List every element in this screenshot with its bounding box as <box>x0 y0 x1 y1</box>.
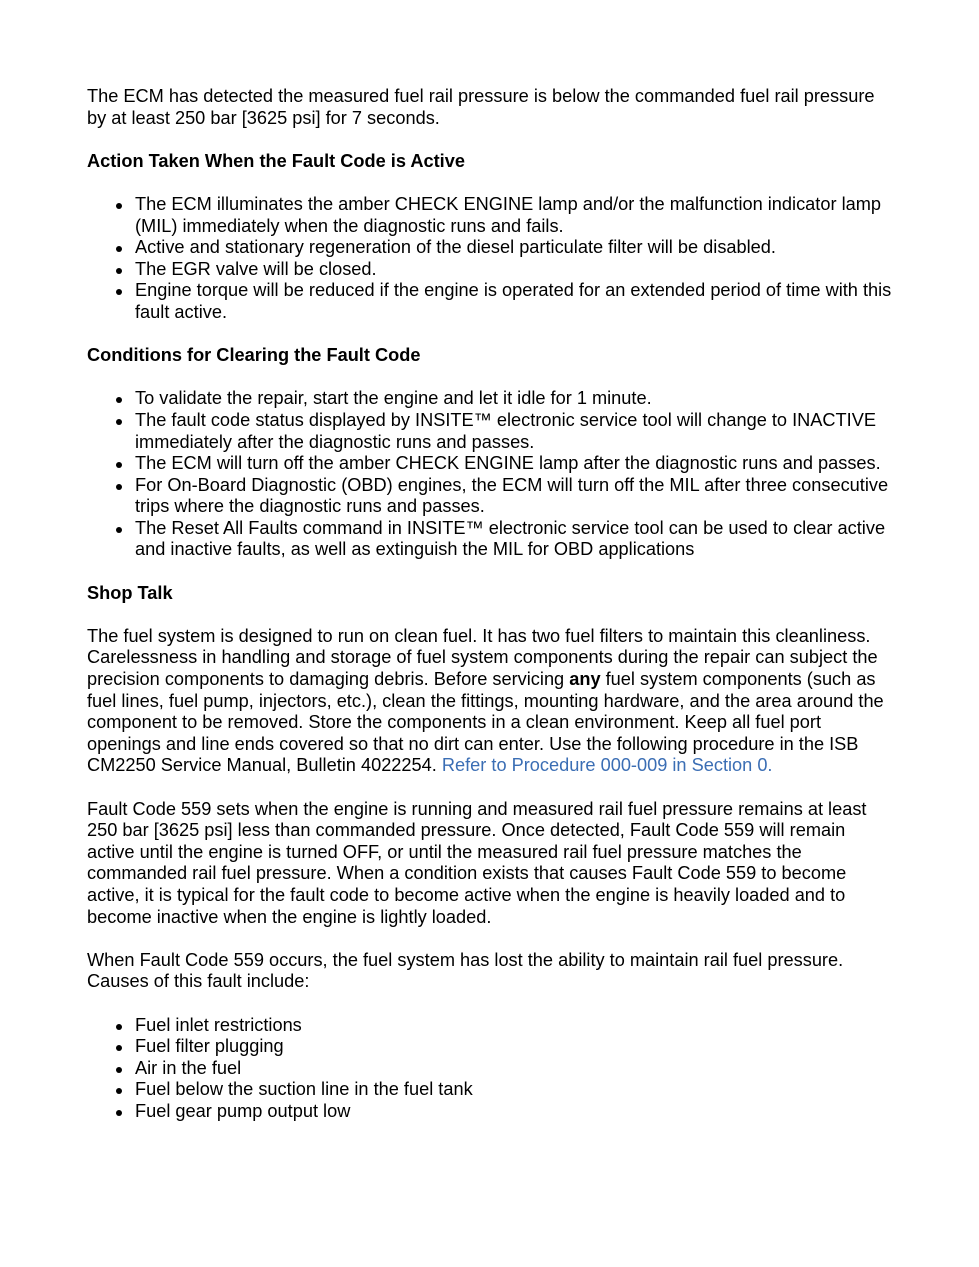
para-text: fuel system components (such as fuel lines, fuel pump, injectors, etc.), clean the fittings, mounting hardware, and the area around the component to be removed. Store the components in a clean environment. Keep all fuel port openings and line ends covered so that no dirt can enter. Use the following procedure in the ISB CM2250 Service Manual, Bulletin 4022254. <box>87 669 884 776</box>
clearing-list <box>87 388 897 561</box>
list-item: Air in the fuel <box>135 1058 897 1080</box>
clearing-heading: Conditions for Clearing the Fault Code <box>87 345 421 366</box>
procedure-link[interactable]: Refer to Procedure 000-009 in Section 0. <box>441 755 773 776</box>
list-item: Fuel below the suction line in the fuel tank <box>135 1079 897 1101</box>
list-item: For On-Board Diagnostic (OBD) engines, the ECM will turn off the MIL after three consecutive trips where the diagnostic runs and passes. <box>135 475 897 518</box>
emphasis-any: any <box>569 669 601 690</box>
list-item: The ECM illuminates the amber CHECK ENGINE lamp and/or the malfunction indicator lamp (MIL) immediately when the diagnostic runs and fails. <box>135 194 897 237</box>
shop-talk-heading: Shop Talk <box>87 582 173 603</box>
document-page <box>87 86 897 1144</box>
shop-talk-paragraph-1 <box>87 626 897 777</box>
list-item: The Reset All Faults command in INSITE™ electronic service tool can be used to clear active and inactive faults, as well as extinguish the MIL for OBD applications <box>135 518 897 561</box>
shop-talk-paragraph-2: Fault Code 559 sets when the engine is running and measured rail fuel pressure remains at least 250 bar [3625 psi] less than commanded pressure. Once detected, Fault Code 559 will remain active until the engine is turned OFF, or until the measured rail fuel pressure matches the commanded rail fuel pressure. When a condition exists that causes Fault Code 559 to become active, it is typical for the fault code to become active when the engine is heavily loaded and to become inactive when the engine is lightly loaded. <box>87 798 867 927</box>
list-item: Active and stationary regeneration of the diesel particulate filter will be disabled. <box>135 237 897 259</box>
list-item: Fuel gear pump output low <box>135 1101 897 1123</box>
list-item: To validate the repair, start the engine and let it idle for 1 minute. <box>135 388 897 410</box>
list-item: The EGR valve will be closed. <box>135 259 897 281</box>
causes-list <box>87 1015 897 1123</box>
action-heading: Action Taken When the Fault Code is Active <box>87 150 465 171</box>
action-list <box>87 194 897 324</box>
list-item: Fuel filter plugging <box>135 1036 897 1058</box>
shop-talk-paragraph-3: When Fault Code 559 occurs, the fuel system has lost the ability to maintain rail fuel pressure. Causes of this fault include: <box>87 949 844 992</box>
list-item: Fuel inlet restrictions <box>135 1015 897 1037</box>
intro-paragraph: The ECM has detected the measured fuel rail pressure is below the commanded fuel rail pressure by at least 250 bar [3625 psi] for 7 seconds. <box>87 86 875 128</box>
list-item: The fault code status displayed by INSITE™ electronic service tool will change to INACTIVE immediately after the diagnostic runs and passes. <box>135 410 897 453</box>
list-item: The ECM will turn off the amber CHECK ENGINE lamp after the diagnostic runs and passes. <box>135 453 897 475</box>
list-item: Engine torque will be reduced if the engine is operated for an extended period of time with this fault active. <box>135 280 897 323</box>
para-text: The fuel system is designed to run on clean fuel. It has two fuel filters to maintain this cleanliness. Carelessness in handling and storage of fuel system components during the repair can subject the precision components to damaging debris. Before servicing <box>87 625 878 690</box>
